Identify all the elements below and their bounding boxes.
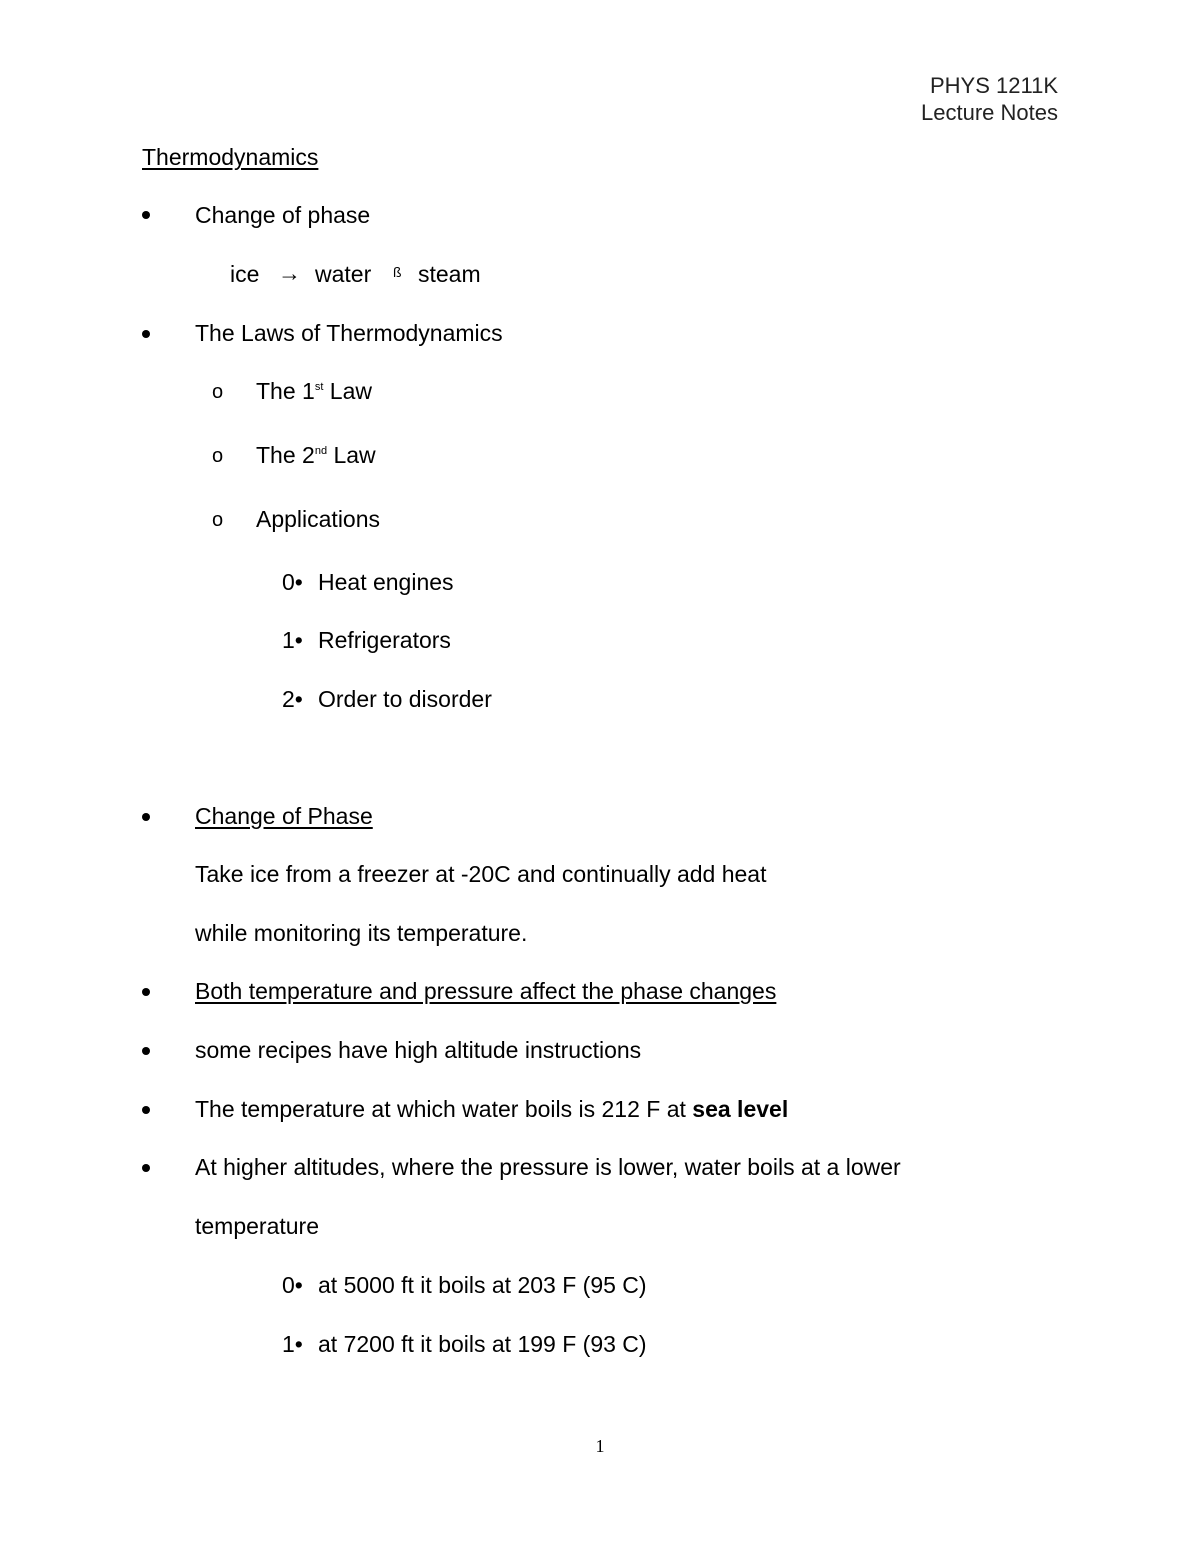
section-heading-change-of-phase: Change of Phase [195,803,373,829]
bullet-icon [142,211,150,219]
bullet-icon [142,1164,150,1172]
bullet-icon [142,988,150,996]
law-1-item: The 1st Law [256,378,372,404]
bullet-boiling-point: The temperature at which water boils is 212 F at sea level [195,1096,789,1122]
list-item-marker: 1• [282,1331,303,1357]
bullet-recipes: some recipes have high altitude instructions [195,1037,642,1063]
right-arrow-icon: → [278,260,301,286]
page-title: Thermodynamics [142,144,319,170]
circle-bullet-icon: o [212,381,224,403]
law-2-item: The 2nd Law [256,442,376,468]
circle-bullet-icon: o [212,509,224,531]
bullet-icon [142,1047,150,1055]
list-item: at 7200 ft it boils at 199 F (93 C) [318,1331,647,1357]
left-arrow-symbol: ß [393,264,402,280]
course-code: PHYS 1211K [929,73,1058,98]
paragraph-line: while monitoring its temperature. [195,920,528,946]
circle-bullet-icon: o [212,445,224,467]
outline-item-change-of-phase: Change of phase [195,202,371,228]
phase-ice-label: ice [230,261,260,287]
list-item: at 5000 ft it boils at 203 F (95 C) [318,1272,647,1298]
list-item: Heat engines [318,569,454,595]
list-item-marker: 0• [282,569,303,595]
list-item: Order to disorder [318,686,492,712]
phase-water-label: water [315,261,372,287]
bullet-temp-pressure: Both temperature and pressure affect the phase changes [195,978,777,1004]
applications-item: Applications [256,506,381,532]
page-number: 1 [595,1436,605,1456]
list-item-marker: 2• [282,686,303,712]
bullet-icon [142,813,150,821]
bullet-icon [142,330,150,338]
phase-steam-label: steam [418,261,481,287]
header-subtitle: Lecture Notes [921,100,1058,125]
bullet-altitude-continued: temperature [195,1213,320,1239]
paragraph-line: Take ice from a freezer at -20C and continually add heat [195,861,767,887]
list-item: Refrigerators [318,627,451,653]
bullet-icon [142,1106,150,1114]
list-item-marker: 1• [282,627,303,653]
outline-item-laws: The Laws of Thermodynamics [195,320,503,346]
bullet-altitude: At higher altitudes, where the pressure is lower, water boils at a lower [195,1154,901,1180]
list-item-marker: 0• [282,1272,303,1298]
